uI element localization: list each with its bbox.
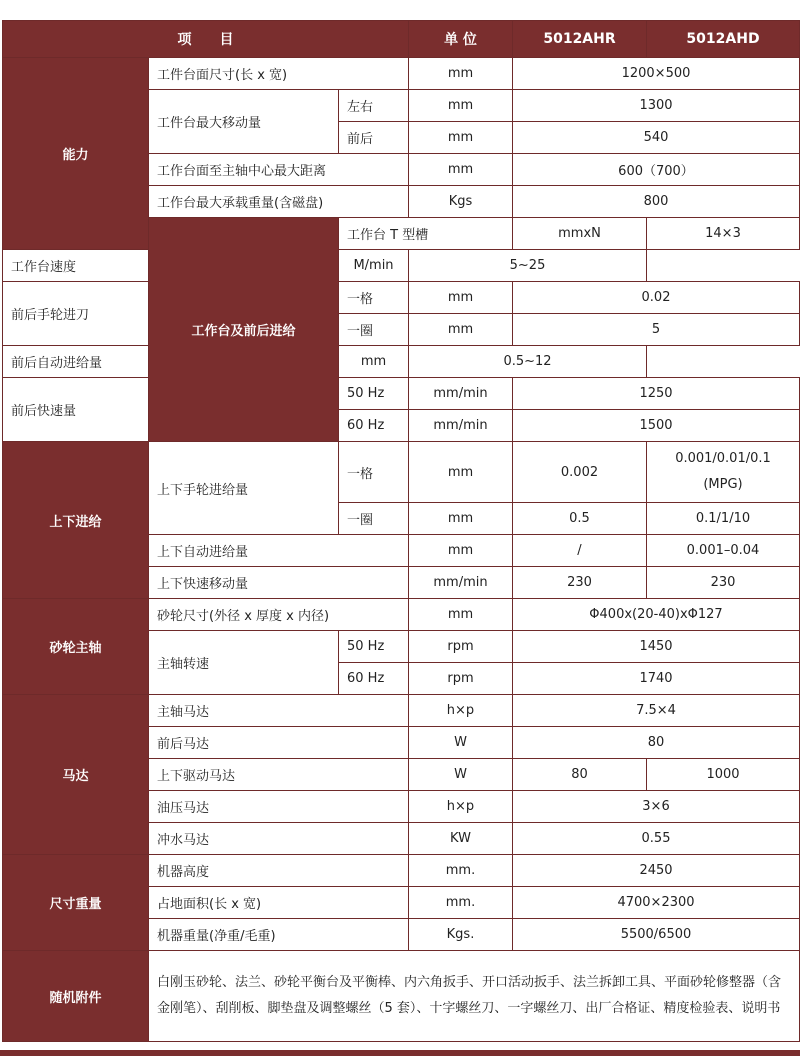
header-model-1: 5012AHR [513, 21, 647, 58]
spec-unit: mm [409, 535, 513, 567]
spec-name: 上下驱动马达 [149, 759, 409, 791]
table-row [3, 282, 800, 314]
spec-unit: mm. [409, 855, 513, 887]
spec-name: 前后快速量 [3, 378, 149, 442]
spec-name: 前后马达 [149, 727, 409, 759]
spec-unit: mm/min [409, 410, 513, 442]
spec-value: 1300 [513, 90, 800, 122]
spec-value: 1200×500 [513, 58, 800, 90]
spec-value: 1740 [513, 663, 800, 695]
spec-unit: mm [409, 599, 513, 631]
spec-sub: 60 Hz [339, 663, 409, 695]
spec-value: 7.5×4 [513, 695, 800, 727]
spec-value: 1500 [513, 410, 800, 442]
spec-unit: rpm [409, 663, 513, 695]
spec-unit: Kgs [409, 186, 513, 218]
spec-name: 工件台最大移动量 [149, 90, 339, 154]
spec-unit: h×p [409, 695, 513, 727]
category-capacity: 能力 [3, 58, 149, 250]
spec-value: 0.1/1/10 [647, 503, 800, 535]
spec-name: 工件台面尺寸(长 x 宽) [149, 58, 409, 90]
spec-unit: KW [409, 823, 513, 855]
spec-value-line: 0.001/0.01/0.1 [675, 451, 771, 466]
spec-name: 主轴转速 [149, 631, 339, 695]
spec-value: 1000 [647, 759, 800, 791]
category-spindle: 砂轮主轴 [3, 599, 149, 695]
spec-value: 0.002 [513, 442, 647, 503]
spec-value: 1450 [513, 631, 800, 663]
table-row [3, 346, 800, 378]
spec-value: 0.5 [513, 503, 647, 535]
spec-name: 主轴马达 [149, 695, 409, 727]
table-row [3, 378, 800, 410]
table-row [3, 599, 800, 631]
spec-sub: 60 Hz [339, 410, 409, 442]
spec-value: 5500/6500 [513, 919, 800, 951]
spec-unit: h×p [409, 791, 513, 823]
spec-unit: mm [409, 122, 513, 154]
spec-name: 油压马达 [149, 791, 409, 823]
spec-unit: W [409, 759, 513, 791]
bottom-border [0, 1050, 800, 1056]
spec-value: 0.02 [513, 282, 800, 314]
spec-value: / [513, 535, 647, 567]
category-dimensions: 尺寸重量 [3, 855, 149, 951]
spec-value: 800 [513, 186, 800, 218]
header-item: 项 目 [3, 21, 409, 58]
spec-name: 工作台速度 [3, 250, 339, 282]
table-row [3, 951, 800, 1042]
spec-value: 230 [513, 567, 647, 599]
category-vertical: 上下进给 [3, 442, 149, 599]
spec-value: 2450 [513, 855, 800, 887]
spec-value: 540 [513, 122, 800, 154]
spec-value: 80 [513, 727, 800, 759]
table-row [3, 250, 800, 282]
spec-value: 0.001–0.04 [647, 535, 800, 567]
spec-unit: mm [409, 503, 513, 535]
spec-name: 工作台面至主轴中心最大距离 [149, 154, 409, 186]
spec-name: 机器重量(净重/毛重) [149, 919, 409, 951]
spec-value: 5 [513, 314, 800, 346]
spec-value: 3×6 [513, 791, 800, 823]
spec-value: 80 [513, 759, 647, 791]
spec-unit: rpm [409, 631, 513, 663]
header-row [3, 21, 800, 58]
spec-name: 上下手轮进给量 [149, 442, 339, 535]
spec-name: 上下自动进给量 [149, 535, 409, 567]
spec-unit: Kgs. [409, 919, 513, 951]
spec-name: 冲水马达 [149, 823, 409, 855]
spec-sub: 一圈 [339, 503, 409, 535]
spec-name: 占地面积(长 x 宽) [149, 887, 409, 919]
spec-unit: mm [409, 90, 513, 122]
spec-value: 5~25 [409, 250, 647, 282]
spec-name: 上下快速移动量 [149, 567, 409, 599]
spec-sub: 一格 [339, 442, 409, 503]
spec-unit: mmxN [513, 218, 647, 250]
spec-sub: 50 Hz [339, 378, 409, 410]
spec-name: 机器高度 [149, 855, 409, 887]
spec-table [2, 20, 800, 1042]
spec-unit: mm [339, 346, 409, 378]
spec-name: 砂轮尺寸(外径 x 厚度 x 内径) [149, 599, 409, 631]
spec-value: 14×3 [647, 218, 800, 250]
category-accessories: 随机附件 [3, 951, 149, 1042]
header-unit: 单 位 [409, 21, 513, 58]
spec-unit: mm/min [409, 567, 513, 599]
spec-value: Φ400x(20-40)xΦ127 [513, 599, 800, 631]
spec-name: 前后手轮进刀 [3, 282, 149, 346]
spec-unit: mm [409, 282, 513, 314]
spec-sub: 左右 [339, 90, 409, 122]
spec-value: 4700×2300 [513, 887, 800, 919]
category-motor: 马达 [3, 695, 149, 855]
spec-value: 0.55 [513, 823, 800, 855]
accessories-text: 白刚玉砂轮、法兰、砂轮平衡台及平衡棒、内六角扳手、开口活动扳手、法兰拆卸工具、平面砂轮修整器（含金刚笔）、刮削板、脚垫盘及调整螺丝（5 套）、十字螺丝刀、一字螺丝刀、出厂合格证、精度检验表、说明书 [149, 951, 800, 1042]
spec-unit: mm [409, 442, 513, 503]
spec-sub: 一格 [339, 282, 409, 314]
spec-value-line: (MPG) [703, 477, 743, 492]
table-row [3, 58, 800, 90]
header-model-2: 5012AHD [647, 21, 800, 58]
table-row [3, 442, 800, 503]
category-table-feed: 工作台及前后进给 [149, 218, 339, 442]
spec-unit: mm/min [409, 378, 513, 410]
spec-sub: 50 Hz [339, 631, 409, 663]
spec-value [647, 442, 800, 503]
table-row [3, 695, 800, 727]
spec-sub: 前后 [339, 122, 409, 154]
spec-value: 0.5~12 [409, 346, 647, 378]
spec-value: 230 [647, 567, 800, 599]
spec-unit: mm [409, 58, 513, 90]
table-row [3, 855, 800, 887]
spec-unit: W [409, 727, 513, 759]
spec-value: 1250 [513, 378, 800, 410]
spec-sub: 一圈 [339, 314, 409, 346]
spec-unit: mm. [409, 887, 513, 919]
spec-name: 工作台 T 型槽 [339, 218, 513, 250]
spec-unit: mm [409, 314, 513, 346]
spec-unit: mm [409, 154, 513, 186]
spec-name: 前后自动进给量 [3, 346, 339, 378]
spec-unit: M/min [339, 250, 409, 282]
spec-name: 工作台最大承载重量(含磁盘) [149, 186, 409, 218]
spec-value: 600（700） [513, 154, 800, 186]
